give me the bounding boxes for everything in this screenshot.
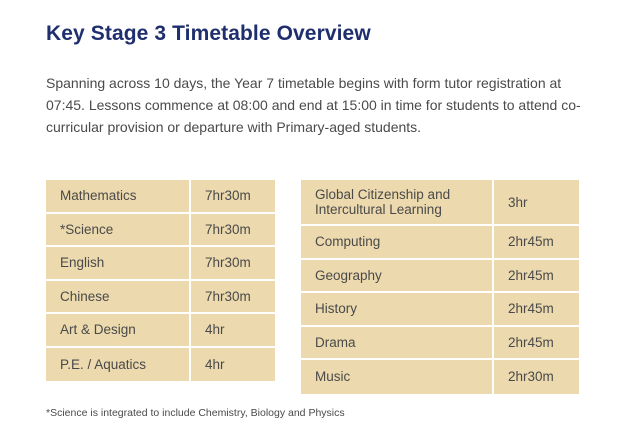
footnote: *Science is integrated to include Chemistry, Biology and Physics [46,407,345,419]
table-row [46,281,275,315]
hours-cell: 2hr45m [508,301,554,317]
hours-cell: 2hr30m [508,369,554,385]
subject-cell: English [46,247,191,279]
table-row [46,247,275,281]
table-row [301,226,579,260]
table-row [301,327,579,361]
intro-paragraph [46,72,596,138]
subject-cell: Mathematics [46,180,191,212]
subject-cell: Music [301,360,494,394]
table-row [46,214,275,248]
intro-text: Spanning across 10 days, the Year 7 timetable begins with form tutor registration at 07:45. Lessons commence at 08:00 and end at 15:00 in time for students to attend co-curricular provision or departure with Primary-aged students. [46,75,581,135]
timetable-left [46,180,275,381]
timetable-right [301,180,579,394]
page-title: Key Stage 3 Timetable Overview [46,22,371,45]
subject-cell: P.E. / Aquatics [46,348,191,382]
subject-cell: Art & Design [46,314,191,346]
table-row [46,180,275,214]
subject-cell: History [301,293,494,325]
hours-cell: 7hr30m [205,255,251,271]
table-row [301,293,579,327]
subject-cell: Computing [301,226,494,258]
subject-cell: Global Citizenship and Intercultural Learning [301,180,494,224]
hours-cell: 3hr [508,194,528,210]
hours-cell: 4hr [205,356,225,372]
hours-cell: 7hr30m [205,188,251,204]
subject-cell: Drama [301,327,494,359]
hours-cell: 2hr45m [508,334,554,350]
table-row [301,360,579,394]
hours-cell: 2hr45m [508,267,554,283]
subject-cell: Geography [301,260,494,292]
table-row [301,260,579,294]
table-row [301,180,579,226]
hours-cell: 2hr45m [508,234,554,250]
hours-cell: 7hr30m [205,221,251,237]
table-row [46,348,275,382]
subject-cell: *Science [46,214,191,246]
subject-cell: Chinese [46,281,191,313]
table-row [46,314,275,348]
hours-cell: 7hr30m [205,288,251,304]
hours-cell: 4hr [205,322,225,338]
